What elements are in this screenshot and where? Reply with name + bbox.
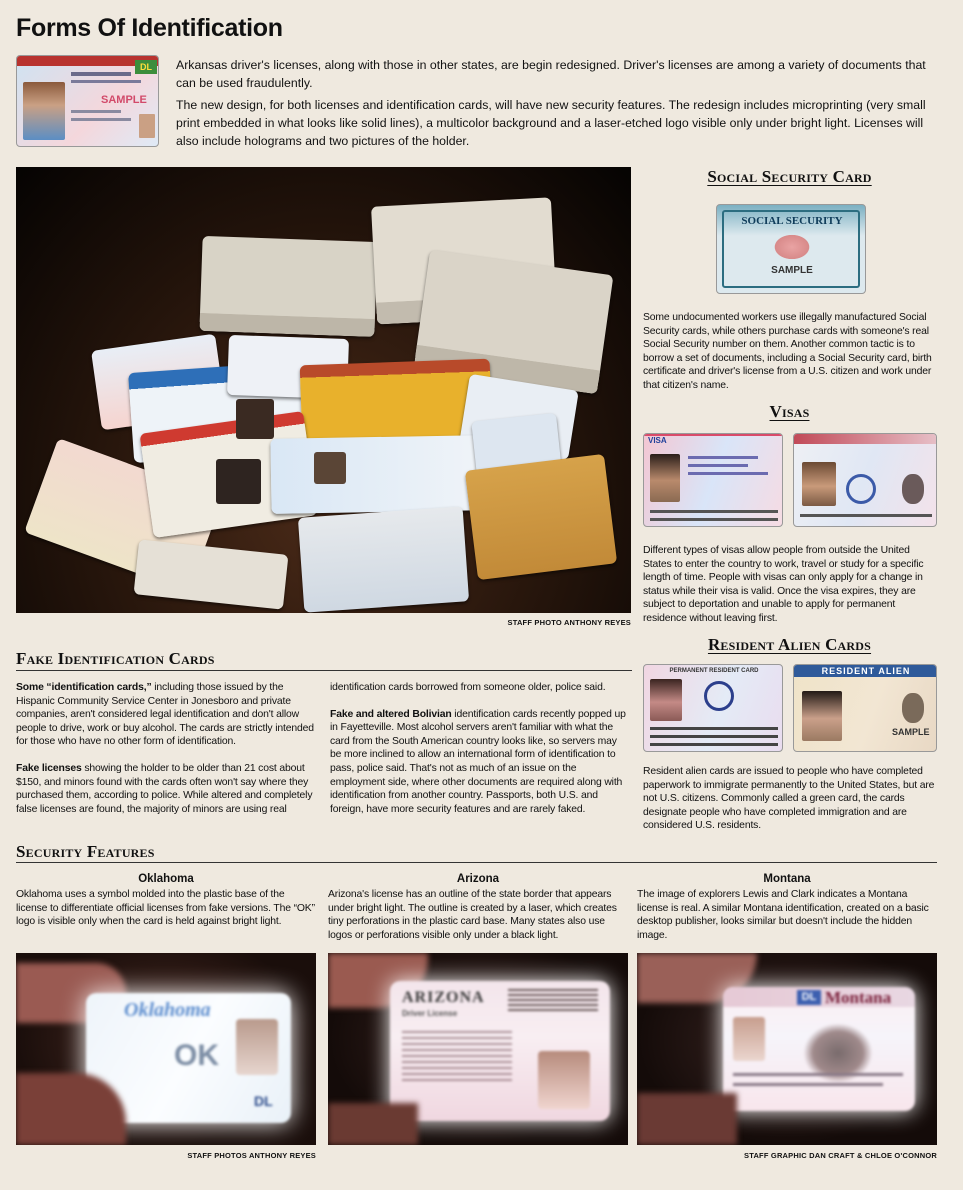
fake-id-p1-rest: including those issued by the Hispanic Community Service Center in Jonesboro and private companies, aren't considered legal identification and don't allow people to drive, work or buy alcohol. The cards are strictly intended for those who have no other form of identification. [16,682,314,748]
arizona-license-photo [328,953,628,1145]
prc-label: PERMANENT RESIDENT CARD [669,668,759,674]
dl-badge: DL [135,60,157,74]
security-photo-credit: STAFF PHOTOS ANTHONY REYES [187,1151,316,1160]
graphic-credit: STAFF GRAPHIC DAN CRAFT & CHLOE O'CONNOR [744,1151,937,1160]
social-security-card-image [716,204,866,294]
fake-id-col-1 [16,681,316,829]
resident-alien-label: RESIDENT ALIEN [821,666,911,676]
oklahoma-license-photo [16,953,316,1145]
visa-card-image-2 [793,433,937,527]
intro-paragraph-1: Arkansas driver's licenses, along with those in other states, are begin redesigned. Driver's licenses are among a variety of documents that can be used fraudulently. [176,58,926,90]
oklahoma-ok-logo: OK [174,1039,219,1072]
fake-id-p4-rest: identification cards recently popped up in Fayetteville. Most alcohol servers aren't familiar with what the card from the South American country looks like, so servers may be more inclined to allow an international form of identification to pass, police said. That's not as much of an issue on the employment side, where other documents are required along with identification from another country. Passports, both U.S. and foreign, have more security features and are rarely faked. [330,708,626,815]
montana-name: Montana [763,873,811,885]
arizona-card-state: ARIZONA [402,989,485,1006]
fake-id-p1-lead: Some “identification cards,” [16,682,152,693]
intro-text [176,56,946,154]
fake-id-p4-lead: Fake and altered Bolivian [330,708,452,720]
resident-alien-sample: SAMPLE [892,727,930,737]
visa-card-label: VISA [648,436,667,445]
fake-id-p3: identification cards borrowed from someone older, police said. [330,682,606,693]
fake-id-p2-rest: showing the holder to be older than 21 cost about $150, and minors found with the cards often won't say where they purchased them, according to police. While altered and completely false licenses are found, the majority of minors are using real [16,762,313,815]
montana-card-state: Montana [825,988,892,1007]
montana-dl-badge: DL [797,990,821,1005]
montana-text: The image of explorers Lewis and Clark indicates a Montana license is real. A similar Montana identification, created on a basic desktop publisher, looks similar but doesn't include the hidden image. [637,889,929,941]
intro-paragraph-2: The new design, for both licenses and identification cards, will have new security features. The redesign includes microprinting (very small print embedded in what looks like solid lines), a multicolor background and a laser-etched logo visible only under bright light. Licenses will also include holograms and two pictures of the holder. [176,98,926,148]
arizona-text: Arizona's license has an outline of the state border that appears under bright light. The outline is created by a laser, which creates tiny perforations in the plastic card base. Many states also use logos or perforations visible only under a black light. [328,889,617,941]
holder-photo [23,82,65,140]
secondary-photo [139,114,155,138]
oklahoma-text: Oklahoma uses a symbol molded into the plastic base of the license to differentiate official licenses from fake versions. The “OK” logo is visible only when the card is held against bright light. [16,889,315,928]
fake-id-p2-lead: Fake licenses [16,762,82,774]
security-features-rule [16,862,937,863]
visas-heading: Visas [769,402,810,421]
ss-card-title: SOCIAL SECURITY [741,215,843,227]
page-title: Forms Of Identification [16,14,283,42]
montana-license-photo [637,953,937,1145]
permanent-resident-card-image [643,664,783,752]
social-security-heading: Social Security Card [707,167,872,186]
resident-alien-heading: Resident Alien Cards [707,635,872,654]
fake-id-rule [16,670,632,671]
fake-id-col-2 [330,681,630,829]
ss-card-sample: SAMPLE [771,265,813,276]
main-photo-id-pile [16,167,631,613]
fake-id-heading: Fake Identification Cards [16,649,215,668]
arizona-card-sub: Driver License [402,1009,458,1018]
arizona-name: Arizona [456,873,500,885]
sample-license-image [16,55,159,147]
main-photo-credit: STAFF PHOTO ANTHONY REYES [507,618,631,627]
visa-card-image-1 [643,433,783,527]
oklahoma-dl-badge: DL [254,1093,273,1109]
oklahoma-card-state: Oklahoma [124,999,211,1021]
sample-stamp: SAMPLE [101,94,147,106]
resident-alien-card-image [793,664,937,752]
security-features-heading: Security Features [16,842,155,861]
oklahoma-name: Oklahoma [138,873,194,885]
visas-text: Different types of visas allow people from outside the United States to enter the country to work, travel or study for a specific length of time. People with visas can only apply for a change in status while their visa is valid. Once the visa expires, they are subject to deportation and unable to apply for permanent residence without leaving first. [643,545,924,624]
social-security-text: Some undocumented workers use illegally manufactured Social Security cards, while others purchase cards with someone's real Social Security number on them. Another common tactic is to borrow a set of documents, including a Social Security card, birth certificate and driver's license from a U.S. citizen and work under that citizen's name. [643,312,932,391]
resident-alien-text: Resident alien cards are issued to people who have completed paperwork to immigrate permanently to the United States, but are not U.S. citizens. Commonly called a green card, the cards designate people who have completed immigration and are considered U.S. residents. [643,766,935,832]
